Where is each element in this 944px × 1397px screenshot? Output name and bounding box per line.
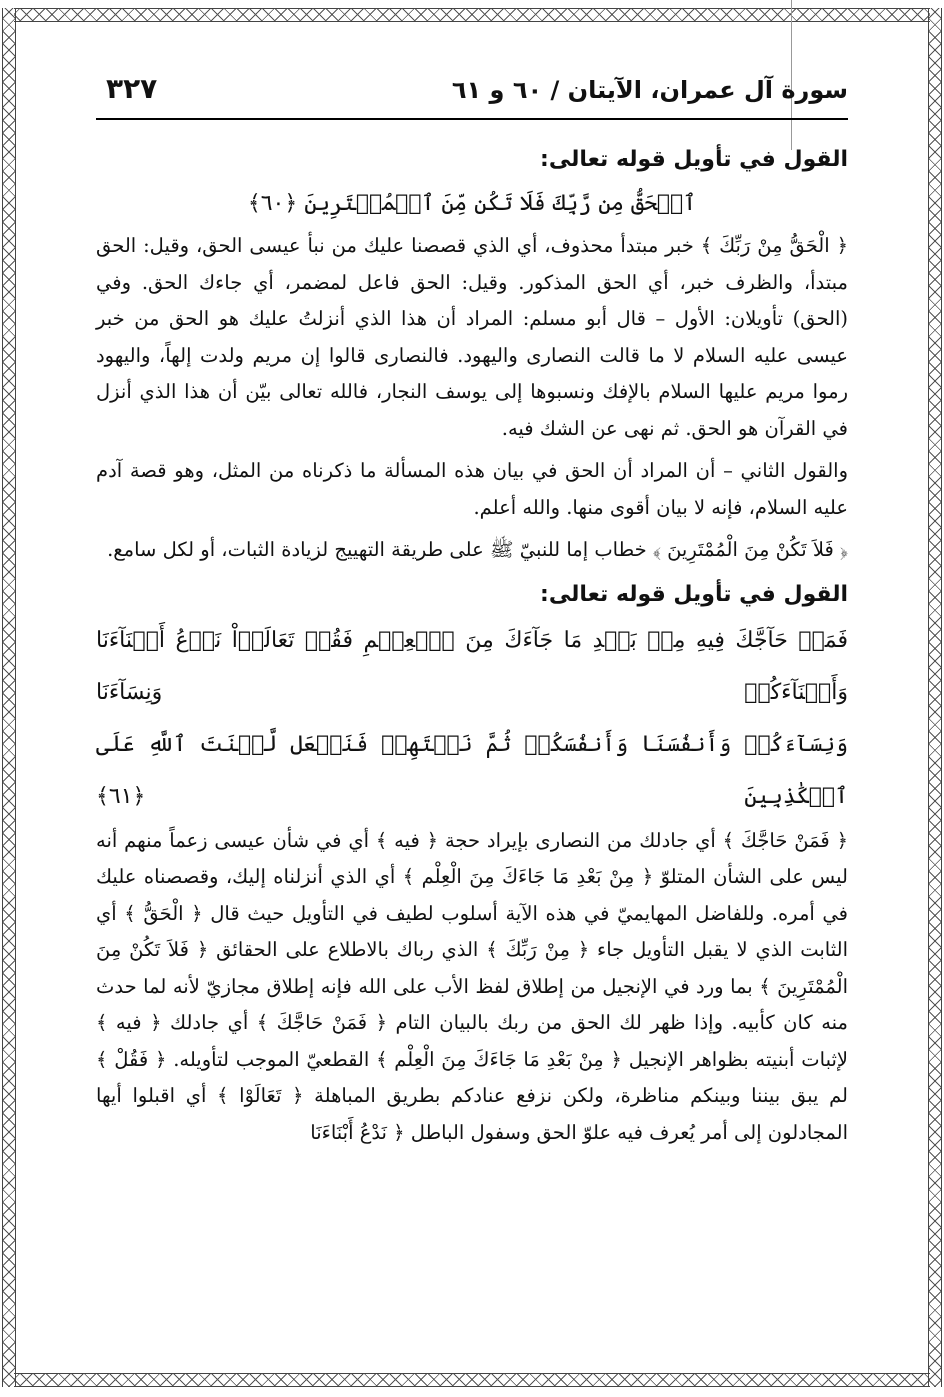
paragraph-2: والقول الثاني – أن المراد أن الحق في بيان هذه المسألة ما ذكرناه من المثل، وهو قصة آدم عليه السلام، فإنه لا بيان أقوى منها. والله أعلم.	[96, 459, 848, 519]
decorative-border-right	[928, 8, 942, 1387]
decorative-border-left	[2, 8, 16, 1387]
paragraph-4: ﴿ فَمَنْ حَاجَّكَ ﴾ أي جادلك من النصارى بإيراد حجة ﴿ فيه ﴾ أي في شأن عيسى زعماً منهم أنه ليس على الشأن المتلوّ ﴿ مِنْ بَعْدِ مَا جَاءَكَ مِنَ الْعِلْم ﴾ أي الذي أنزلناه إليك، وقصصناه عليك في أمره. وللفاضل المهايميّ في هذه الآية أسلوب لطيف في التأويل حيث قال ﴿ الْحَقُّ ﴾ أي الثابت الذي لا يقبل التأويل جاء ﴿ مِنْ رَبِّكَ ﴾ الذي رباك بالاطلاع على الحقائق ﴿ فَلاَ تَكُنْ مِنَ الْمُمْتَرِينَ ﴾ بما ورد في الإنجيل من إطلاق لفظ الأب على الله فإنه إطلاق مجازيّ لأنه لما حدث منه كان كأبيه. وإذا ظهر لك الحق من ربك بالبيان التام ﴿ فَمَنْ حَاجَّكَ ﴾ أي جادلك ﴿ فيه ﴾ لإثبات أبنيته بظواهر الإنجيل ﴿ مِنْ بَعْدِ مَا جَاءَكَ مِنَ الْعِلْم ﴾ القطعيّ الموجب لتأويله. ﴿ فَقُلْ ﴾ لم يبق بيننا وبينكم مناظرة، ولكن نزفع عنادكم بطريق المباهلة ﴿ تَعَالَوْا ﴾ أي اقبلوا أيها المجادلون إلى أمر يُعرف فيه علوّ الحق وسفول الباطل ﴿ نَدْعُ أَبْنَاءَنَا	[96, 828, 848, 1144]
quran-verse-61-line-2: وَنِسَآءَكُمۡ وَأَنفُسَنَا وَأَنفُسَكُمۡ ثُمَّ نَبۡتَهِلۡ فَنَجۡعَل لَّعۡنَتَ ٱللَّهِ عَلَى ٱلۡكَٰذِبِينَ ﴿٦١﴾	[96, 731, 848, 809]
section-heading-2: القول في تأويل قوله تعالى:	[540, 581, 848, 607]
paragraph-1: ﴿ الْحَقُّ مِنْ رَبِّكَ ﴾ خبر مبتدأ محذوف، أي الذي قصصنا عليك من نبأ عيسى الحق، وقيل: الحق مبتدأ، والظرف خبر، أي الحق المذكور. وقيل: الحق فاعل لمضمر، أي جاءك الحق. وفي (الحق) تأويلان: الأول – قال أبو مسلم: المراد أن هذا الذي أنزلتُ عليك هو الحق من خبر عيسى عليه السلام لا ما قالت النصارى واليهود. فالنصارى قالوا إن مريم ولدت إلهاً، واليهود رموا مريم عليها السلام بالإفك ونسبوها إلى يوسف النجار، فالله تعالى بيّن أن هذا الذي أنزل في القرآن هو الحق. ثم نهى عن الشك فيه.	[96, 234, 848, 440]
running-header	[96, 62, 848, 120]
decorative-border-top	[14, 8, 930, 22]
page-body	[96, 140, 848, 1151]
decorative-border-bottom	[14, 1373, 930, 1387]
quran-verse-61-line-1: فَمَنۡ حَآجَّكَ فِيهِ مِنۢ بَعۡدِ مَا جَآءَكَ مِنَ ٱلۡعِلۡمِ فَقُلۡ تَعَالَوۡاْ نَدۡعُ أَبۡنَآءَنَا وَأَبۡنَآءَكُمۡ وَنِسَآءَنَا	[96, 627, 848, 705]
page-number: ٣٢٧	[106, 72, 158, 105]
header-title: سورة آل عمران، الآيتان / ٦٠ و ٦١	[451, 76, 848, 104]
paragraph-3: ﴿ فَلاَ تَكُنْ مِنَ الْمُمْتَرِينَ ﴾ خطاب إما للنبيّ ﷺ على طريقة التهييج لزيادة الثبات، أو لكل سامع.	[107, 538, 848, 561]
section-heading-1: القول في تأويل قوله تعالى:	[540, 147, 848, 172]
quran-verse-60: ٱلۡحَقُّ مِن رَّبِّكَ فَلَا تَكُن مِّنَ ٱلۡمُمۡتَرِينَ ﴿٦٠﴾	[247, 191, 697, 216]
